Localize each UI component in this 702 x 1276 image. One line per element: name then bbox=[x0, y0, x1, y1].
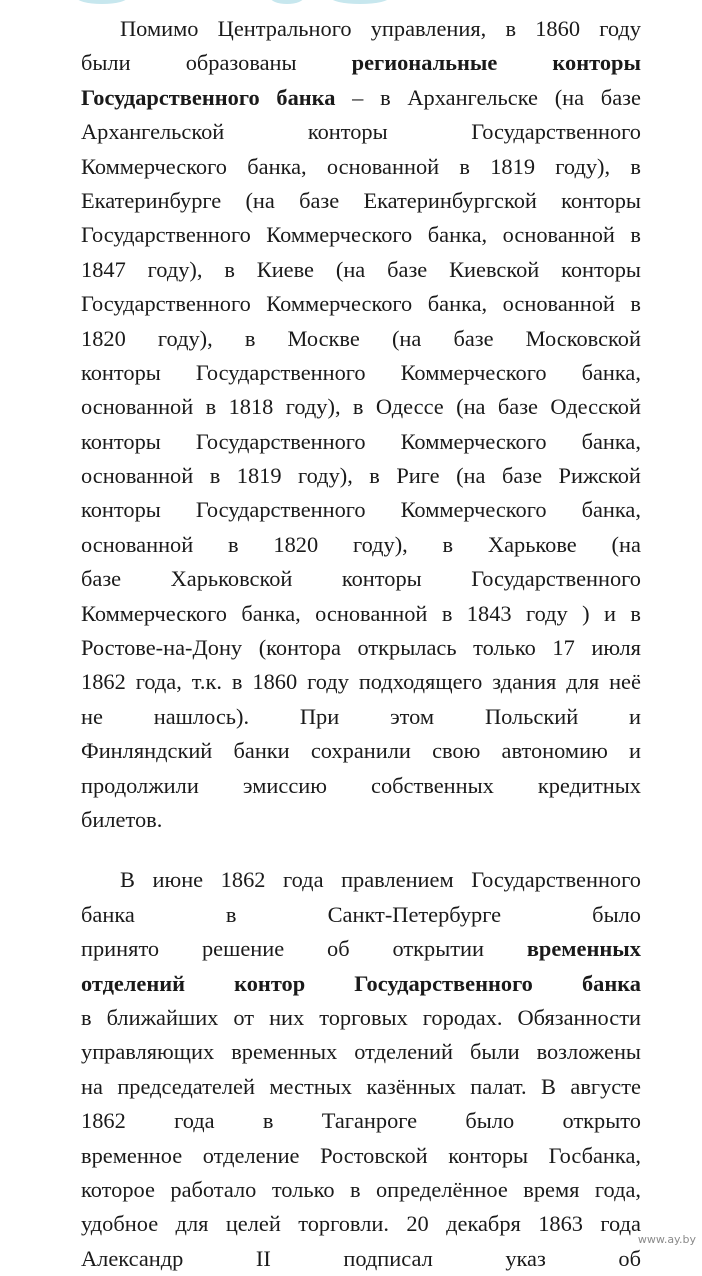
word: об bbox=[327, 936, 350, 962]
word: конторы bbox=[561, 187, 641, 213]
word: 1860 bbox=[252, 669, 298, 695]
word: отделений bbox=[354, 1039, 453, 1065]
word: в bbox=[224, 256, 235, 282]
word: В bbox=[120, 867, 135, 893]
text-line bbox=[81, 218, 641, 252]
word: Харьковской bbox=[170, 566, 293, 592]
text-line bbox=[81, 356, 641, 390]
word: (на bbox=[554, 84, 585, 110]
word: Государственного bbox=[471, 867, 641, 893]
word: билетов. bbox=[81, 806, 163, 832]
word: года, bbox=[594, 1176, 641, 1202]
word: 1862 bbox=[81, 669, 126, 695]
word: базе bbox=[501, 463, 543, 489]
word: (на bbox=[611, 531, 641, 557]
word: Коммерческого bbox=[266, 291, 413, 317]
text-line bbox=[81, 967, 641, 1001]
word: для bbox=[175, 1211, 209, 1237]
word: банка, bbox=[427, 222, 488, 248]
word: Одесской bbox=[550, 394, 641, 420]
word: и bbox=[629, 738, 641, 764]
word: кредитных bbox=[537, 772, 641, 798]
word: в bbox=[349, 1176, 361, 1202]
word: сохранили bbox=[310, 738, 411, 764]
word: конторы bbox=[81, 497, 161, 523]
word: Государственного bbox=[195, 428, 366, 454]
word: в bbox=[81, 1004, 92, 1030]
text-line bbox=[81, 734, 641, 768]
word: в bbox=[209, 463, 221, 489]
top-decoration bbox=[0, 0, 702, 10]
word: (на bbox=[245, 187, 275, 213]
word: в bbox=[459, 153, 470, 179]
text-line bbox=[81, 493, 641, 527]
word: конторы bbox=[448, 1142, 529, 1168]
word: только bbox=[473, 635, 536, 661]
word: не bbox=[81, 703, 103, 729]
word: конторы bbox=[81, 359, 161, 385]
word: Александр bbox=[81, 1245, 184, 1271]
text-line bbox=[81, 1139, 641, 1173]
word: Екатеринбурге bbox=[81, 187, 222, 213]
word: в bbox=[630, 222, 641, 248]
word: в bbox=[505, 16, 517, 41]
word: основанной bbox=[81, 531, 194, 557]
word: отделение bbox=[202, 1142, 300, 1168]
word: 1863 bbox=[538, 1211, 583, 1237]
word: 1862 bbox=[81, 1108, 126, 1134]
word: конторы bbox=[341, 566, 422, 592]
word: Государственного bbox=[81, 222, 251, 248]
text-line bbox=[81, 425, 641, 459]
word: 1862 bbox=[220, 867, 266, 893]
word: банка, bbox=[581, 359, 641, 385]
word: удобное bbox=[81, 1211, 159, 1237]
word: Финляндский bbox=[81, 738, 213, 764]
word: конторы bbox=[307, 119, 388, 145]
paragraph bbox=[81, 12, 641, 837]
word: банка, bbox=[581, 497, 641, 523]
word: для bbox=[566, 669, 600, 695]
word: собственных bbox=[371, 772, 494, 798]
word: неё bbox=[609, 669, 641, 695]
word: (на bbox=[456, 463, 486, 489]
word: При bbox=[299, 703, 340, 729]
word: июне bbox=[152, 867, 204, 893]
word: основанной bbox=[502, 291, 615, 317]
word: 1843 bbox=[466, 600, 512, 626]
word: торговли. bbox=[298, 1211, 389, 1237]
text-line bbox=[81, 1035, 641, 1069]
word: Харькове bbox=[487, 531, 577, 557]
text-line bbox=[81, 631, 641, 665]
word: основанной bbox=[502, 222, 615, 248]
text-line bbox=[81, 700, 641, 734]
text-line bbox=[81, 81, 641, 115]
word: базе bbox=[453, 325, 494, 351]
word: Киеве bbox=[256, 256, 314, 282]
word: определённое bbox=[375, 1176, 508, 1202]
word: Рижской bbox=[558, 463, 641, 489]
word: в bbox=[225, 901, 237, 927]
word: конторы bbox=[81, 428, 161, 454]
text-line bbox=[81, 322, 641, 356]
word: года bbox=[283, 867, 324, 893]
word: Одессе bbox=[375, 394, 444, 420]
word: были bbox=[469, 1039, 520, 1065]
text-line bbox=[81, 665, 641, 699]
word: II bbox=[255, 1245, 271, 1271]
word: основанной bbox=[81, 394, 194, 420]
word: году bbox=[599, 16, 641, 41]
word: году), bbox=[352, 531, 408, 557]
word: 20 bbox=[406, 1211, 429, 1237]
word: местных bbox=[269, 1073, 352, 1099]
word: базе bbox=[497, 394, 538, 420]
word: в bbox=[205, 394, 217, 420]
word: 1820 bbox=[81, 325, 126, 351]
text-line bbox=[81, 597, 641, 631]
word: декабря bbox=[446, 1211, 521, 1237]
text-line bbox=[81, 12, 641, 46]
word: время bbox=[523, 1176, 580, 1202]
word: т.к. bbox=[191, 669, 222, 695]
word: Государственного bbox=[195, 497, 366, 523]
word: которое bbox=[81, 1176, 155, 1202]
word: временных bbox=[231, 1039, 338, 1065]
word: (на bbox=[456, 394, 486, 420]
word: Киевской bbox=[449, 256, 540, 282]
word: (контора bbox=[258, 635, 341, 661]
word: возложены bbox=[536, 1039, 641, 1065]
text-line bbox=[81, 562, 641, 596]
word: в bbox=[380, 84, 391, 110]
word: Риге bbox=[396, 463, 440, 489]
word: 1818 bbox=[228, 394, 274, 420]
word: работало bbox=[170, 1176, 257, 1202]
bold-word: контор bbox=[234, 970, 306, 996]
word: эмиссию bbox=[242, 772, 327, 798]
word: подходящего bbox=[358, 669, 483, 695]
word: (на bbox=[335, 256, 366, 282]
word: базе bbox=[81, 566, 122, 592]
text-line bbox=[81, 932, 641, 966]
word: нашлось). bbox=[153, 703, 250, 729]
text-line bbox=[81, 46, 641, 80]
word: Таганроге bbox=[321, 1108, 418, 1134]
word: было bbox=[592, 901, 641, 927]
word: 1847 bbox=[81, 256, 126, 282]
word: года bbox=[600, 1211, 641, 1237]
word: (на bbox=[391, 325, 422, 351]
word: году), bbox=[285, 394, 341, 420]
word: Коммерческого bbox=[400, 497, 547, 523]
word: году), bbox=[157, 325, 213, 351]
word: подписал bbox=[343, 1245, 433, 1271]
word: Коммерческого bbox=[81, 600, 227, 626]
bold-word: Государственного bbox=[354, 970, 533, 996]
word: Государственного bbox=[471, 566, 641, 592]
text-line bbox=[81, 115, 641, 149]
word: в bbox=[442, 531, 454, 557]
word: 17 bbox=[552, 635, 575, 661]
word: банка bbox=[81, 901, 135, 927]
word: открылась bbox=[357, 635, 457, 661]
word: палат. bbox=[470, 1073, 527, 1099]
word: образованы bbox=[185, 50, 297, 76]
bold-word: Государственного bbox=[81, 84, 260, 110]
word: основанной bbox=[326, 153, 440, 179]
word: базе bbox=[387, 256, 428, 282]
word: – bbox=[352, 84, 364, 110]
text-line bbox=[81, 1001, 641, 1035]
word: только bbox=[271, 1176, 335, 1202]
word: в bbox=[369, 463, 380, 489]
word: и bbox=[629, 703, 641, 729]
document-body bbox=[81, 12, 641, 1276]
word: Коммерческого bbox=[81, 153, 227, 179]
text-line bbox=[81, 1070, 641, 1104]
text-line bbox=[81, 863, 641, 897]
text-line bbox=[81, 1207, 641, 1241]
text-line bbox=[81, 898, 641, 932]
watermark: www.ay.by bbox=[637, 1233, 696, 1246]
word: в bbox=[630, 600, 641, 626]
word: казённых bbox=[366, 1073, 456, 1099]
text-line bbox=[81, 287, 641, 321]
word: от bbox=[233, 1004, 255, 1030]
word: в bbox=[231, 669, 243, 695]
word: Екатеринбургской bbox=[363, 187, 537, 213]
word: 1819 bbox=[490, 153, 536, 179]
word: в bbox=[352, 394, 364, 420]
word: Обязанности bbox=[517, 1004, 641, 1030]
word: продолжили bbox=[81, 772, 199, 798]
word: основанной bbox=[315, 600, 428, 626]
word: было bbox=[465, 1108, 515, 1134]
word: конторы bbox=[561, 256, 641, 282]
word: них bbox=[269, 1004, 305, 1030]
word: в bbox=[228, 531, 239, 557]
text-line bbox=[81, 1173, 641, 1207]
word: году), bbox=[555, 153, 611, 179]
word: 1819 bbox=[236, 463, 282, 489]
word: ) bbox=[582, 600, 590, 626]
word: ближайших bbox=[106, 1004, 219, 1030]
word: года bbox=[174, 1108, 215, 1134]
text-line bbox=[81, 1242, 641, 1276]
word: года, bbox=[135, 669, 182, 695]
word: в bbox=[244, 325, 256, 351]
word: свою bbox=[432, 738, 481, 764]
bold-word: банка bbox=[276, 84, 336, 110]
word: банки bbox=[233, 738, 290, 764]
word: Государственного bbox=[471, 119, 641, 145]
word: решение bbox=[201, 936, 285, 962]
word: открыто bbox=[562, 1108, 641, 1134]
word: в bbox=[630, 291, 641, 317]
paragraph bbox=[81, 863, 641, 1276]
word: в bbox=[262, 1108, 274, 1134]
bold-word: банка bbox=[581, 970, 641, 996]
word: временное bbox=[81, 1142, 183, 1168]
text-line bbox=[81, 459, 641, 493]
word: В bbox=[541, 1073, 556, 1099]
word: банка, bbox=[581, 428, 641, 454]
word: году bbox=[525, 600, 568, 626]
text-line bbox=[81, 528, 641, 562]
word: году bbox=[307, 669, 349, 695]
word: автономию bbox=[501, 738, 608, 764]
word: Коммерческого bbox=[400, 359, 547, 385]
word: Архангельске bbox=[407, 84, 538, 110]
word: на bbox=[81, 1073, 103, 1099]
word: банка, bbox=[427, 291, 488, 317]
word: управления, bbox=[370, 16, 487, 41]
word: Помимо bbox=[120, 16, 199, 41]
bold-word: региональные bbox=[351, 50, 498, 76]
word: торговых bbox=[319, 1004, 408, 1030]
word: этом bbox=[390, 703, 435, 729]
word: августе bbox=[570, 1073, 641, 1099]
word: Государственного bbox=[195, 359, 366, 385]
bold-word: отделений bbox=[81, 970, 186, 996]
word: Архангельской bbox=[81, 119, 225, 145]
word: председателей bbox=[117, 1073, 255, 1099]
word: Коммерческого bbox=[400, 428, 547, 454]
word: и bbox=[604, 600, 617, 626]
text-line bbox=[81, 803, 641, 837]
text-line bbox=[81, 184, 641, 218]
word: Ростове-на-Дону bbox=[81, 635, 243, 661]
word: Государственного bbox=[81, 291, 251, 317]
word: Санкт-Петербурге bbox=[327, 901, 502, 927]
word: Госбанка, bbox=[548, 1142, 641, 1168]
word: правлением bbox=[341, 867, 454, 893]
word: году), bbox=[147, 256, 203, 282]
word: 1820 bbox=[273, 531, 319, 557]
text-line bbox=[81, 253, 641, 287]
word: базе bbox=[299, 187, 340, 213]
word: Центрального bbox=[217, 16, 352, 41]
text-line bbox=[81, 150, 641, 184]
word: в bbox=[630, 153, 641, 179]
bold-word: временных bbox=[526, 936, 641, 962]
bold-word: конторы bbox=[552, 50, 641, 76]
word: банка, bbox=[241, 600, 301, 626]
text-line bbox=[81, 1104, 641, 1138]
word: Москве bbox=[287, 325, 360, 351]
text-line bbox=[81, 390, 641, 424]
word: июля bbox=[591, 635, 641, 661]
word: в bbox=[441, 600, 453, 626]
paragraph-gap bbox=[81, 837, 641, 863]
word: целей bbox=[225, 1211, 281, 1237]
word: об bbox=[618, 1245, 641, 1271]
word: здания bbox=[492, 669, 557, 695]
word: основанной bbox=[81, 463, 194, 489]
word: управляющих bbox=[81, 1039, 215, 1065]
word: принято bbox=[81, 936, 160, 962]
word: городах. bbox=[422, 1004, 503, 1030]
word: базе bbox=[600, 84, 641, 110]
word: были bbox=[81, 50, 131, 76]
word: указ bbox=[505, 1245, 546, 1271]
word: Московской bbox=[525, 325, 641, 351]
word: Ростовской bbox=[320, 1142, 428, 1168]
word: открытии bbox=[392, 936, 484, 962]
word: 1860 bbox=[535, 16, 581, 41]
word: Польский bbox=[484, 703, 579, 729]
word: году), bbox=[298, 463, 353, 489]
text-line bbox=[81, 769, 641, 803]
word: Коммерческого bbox=[266, 222, 413, 248]
word: банка, bbox=[247, 153, 307, 179]
